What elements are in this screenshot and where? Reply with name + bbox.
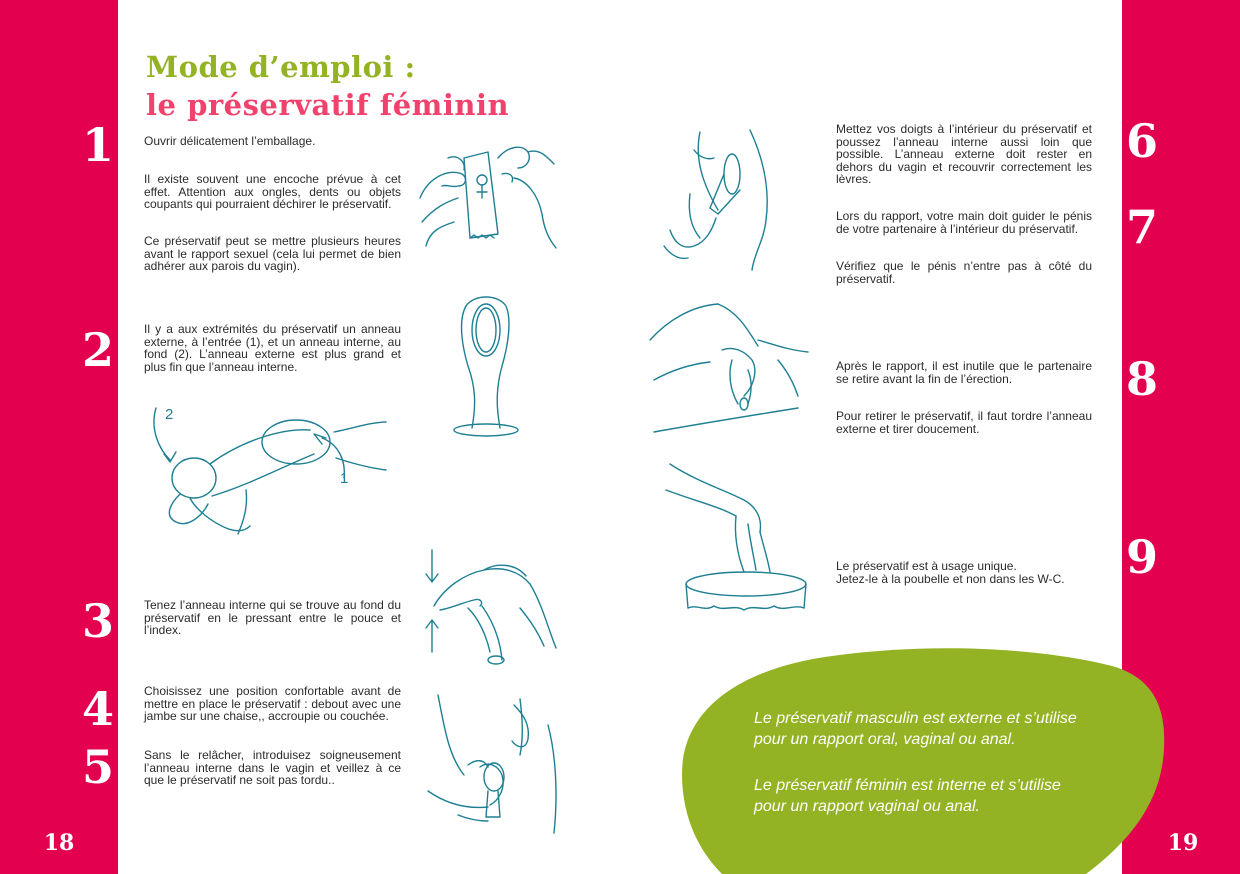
page-title-line2: le préservatif féminin [146, 88, 510, 122]
callout-text-2b: pour un rapport vaginal ou anal. [754, 798, 980, 815]
step-number-7: 7 [1125, 200, 1158, 254]
step-1-text-b: Il existe souvent une encoche prévue à cet effet. Attention aux ongles, dents ou objets coupants qui pourraient déchirer le préservatif. [144, 172, 401, 212]
step-number-6: 6 [1125, 114, 1158, 168]
inner-ring-label: 2 [165, 406, 174, 423]
push-inner-ring-illustration [660, 130, 780, 270]
disposal-illustration [664, 460, 824, 620]
step-number-2: 2 [81, 323, 114, 377]
callout-text-1b: pour un rapport oral, vaginal ou anal. [754, 731, 1016, 748]
step-number-8: 8 [1125, 352, 1158, 406]
step-number-1: 1 [81, 118, 114, 172]
step-2-text: Il y a aux extrémités du préservatif un anneau externe, à l’entrée (1), et un anneau interne, au fond (2). L’anneau externe est plus grand et plus fin que l’anneau interne. [144, 322, 401, 374]
step-8-text-b: Pour retirer le préservatif, il faut tordre l’anneau externe et tirer doucement. [836, 409, 1092, 436]
step-1-text-a: Ouvrir délicatement l’emballage. [144, 134, 316, 148]
page-number-right: 19 [1167, 830, 1199, 856]
step-7-text-a: Lors du rapport, votre main doit guider le pénis de votre partenaire à l’intérieur du préservatif. [836, 209, 1092, 236]
female-condom-illustration [448, 296, 524, 442]
step-7-text-b: Vérifiez que le pénis n’entre pas à côté du préservatif. [836, 259, 1092, 286]
step-4-text: Choisissez une position confortable avant de mettre en place le préservatif : debout avec une jambe sur une chaise,, accroupie ou couchée. [144, 684, 401, 724]
step-number-4: 4 [81, 682, 114, 736]
insertion-illustration [428, 695, 568, 835]
step-number-5: 5 [81, 740, 114, 794]
step-1-text-c: Ce préservatif peut se mettre plusieurs heures avant le rapport sexuel (cela lui permet de bien adhérer aux parois du vagin). [144, 234, 401, 274]
callout-text-2a: Le préservatif féminin est interne et s’utilise [754, 777, 1061, 794]
step-9-text-a: Le préservatif est à usage unique. [836, 559, 1017, 573]
callout-blob [682, 648, 1166, 874]
page-number-left: 18 [43, 830, 75, 856]
outer-ring-label: 1 [340, 470, 349, 487]
squeeze-ring-illustration [420, 548, 560, 676]
hand-holding-condom-illustration [150, 398, 390, 538]
open-wrapper-illustration [418, 138, 558, 258]
step-8-text-a: Après le rapport, il est inutile que le partenaire se retire avant la fin de l’érection. [836, 359, 1092, 386]
callout-text-1a: Le préservatif masculin est externe et s’utilise [754, 710, 1077, 727]
step-number-3: 3 [81, 594, 114, 648]
step-number-9: 9 [1125, 530, 1158, 584]
step-6-text: Mettez vos doigts à l’intérieur du préservatif et poussez l’anneau interne aussi loin que possible. L’anneau externe doit rester en dehors du vagin et recouvrir correctement les lèvres. [836, 122, 1092, 187]
page-title-line1: Mode d’emploi : [146, 50, 416, 84]
step-5-text: Sans le relâcher, introduisez soigneusement l’anneau interne dans le vagin et veillez à ce que le préservatif ne soit pas tordu.. [144, 748, 401, 788]
step-3-text: Tenez l’anneau interne qui se trouve au fond du préservatif en le pressant entre le pouce et l’index. [144, 598, 401, 638]
guide-partner-illustration [648, 300, 818, 436]
step-9-text-b: Jetez-le à la poubelle et non dans les W-C. [836, 572, 1065, 586]
